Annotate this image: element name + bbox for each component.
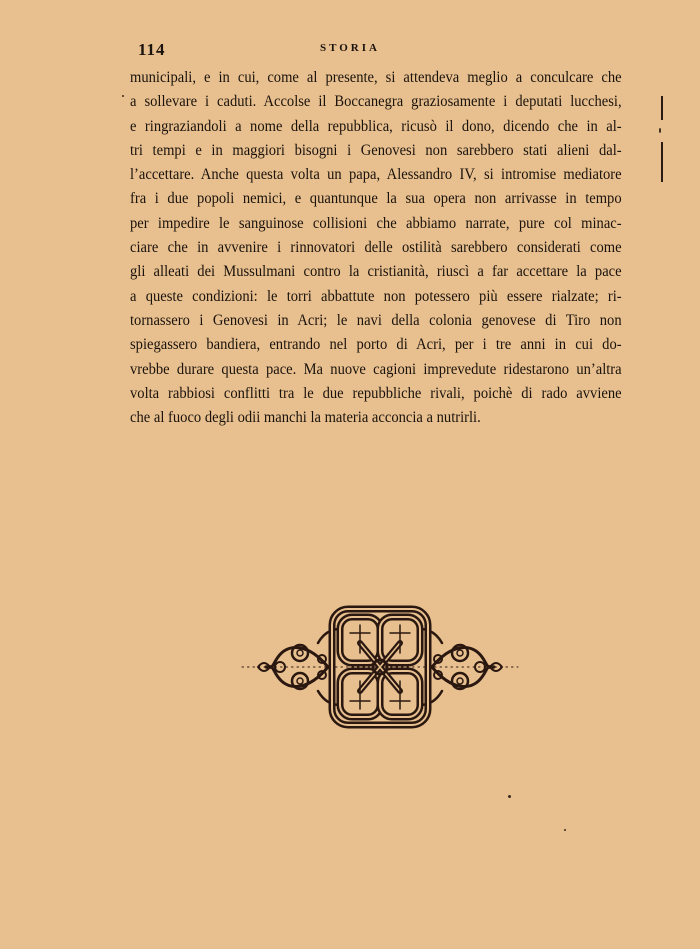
text-line: e ringraziandoli a nome della repubblica, ricusò il dono, dicendo che in al- xyxy=(130,117,622,135)
body-paragraph xyxy=(130,66,622,430)
text-line: volta rabbiosi conflitti tra le due repubbliche rivali, poichè di rado avviene xyxy=(130,384,622,402)
text-line: per impedire le sanguinose collisioni che abbiamo narrate, pure col minac- xyxy=(130,214,622,232)
print-speck xyxy=(564,829,566,831)
text-line: a queste condizioni: le torri abbattute non potessero più essere rialzate; ri- xyxy=(130,287,622,305)
text-line: fra i due popoli nemici, e quantunque la sua opera non arrivasse in tempo xyxy=(130,190,622,208)
text-line: tri tempi e in maggiori bisogni i Genovesi non sarebbero stati alieni dal- xyxy=(130,141,622,159)
text-line: gli alleati dei Mussulmani contro la cristianità, riuscì a far accettare la pace xyxy=(130,263,622,281)
margin-mark xyxy=(659,128,661,133)
text-line: spiegassero bandiera, entrando nel porto di Acri, per i tre anni in cui do- xyxy=(130,336,622,354)
margin-rule xyxy=(661,142,663,182)
print-speck xyxy=(508,795,511,798)
text-line: l’accettare. Anche questa volta un papa, Alessandro IV, si intromise mediatore xyxy=(130,166,622,184)
text-line: tornassero i Genovesi in Acri; le navi della colonia genovese di Tiro non xyxy=(130,311,622,329)
text-line: vrebbe durare questa pace. Ma nuove cagioni imprevedute ridestarono un’altra xyxy=(130,360,622,378)
text-line: ciare che in avvenire i rinnovatori delle ostilità sarebbero considerati come xyxy=(130,239,622,257)
running-title: STORIA xyxy=(320,42,380,54)
margin-rule xyxy=(661,96,663,120)
page-number: 114 xyxy=(138,40,166,59)
knotwork-tailpiece-ornament-icon xyxy=(238,603,522,731)
text-line: a sollevare i caduti. Accolse il Boccanegra graziosamente i deputati lucchesi, xyxy=(130,93,622,111)
text-line: che al fuoco degli odii manchi la materia acconcia a nutrirli. xyxy=(130,409,481,427)
text-line: municipali, e in cui, come al presente, si attendeva meglio a conculcare che xyxy=(130,69,622,86)
margin-mark xyxy=(122,95,124,97)
